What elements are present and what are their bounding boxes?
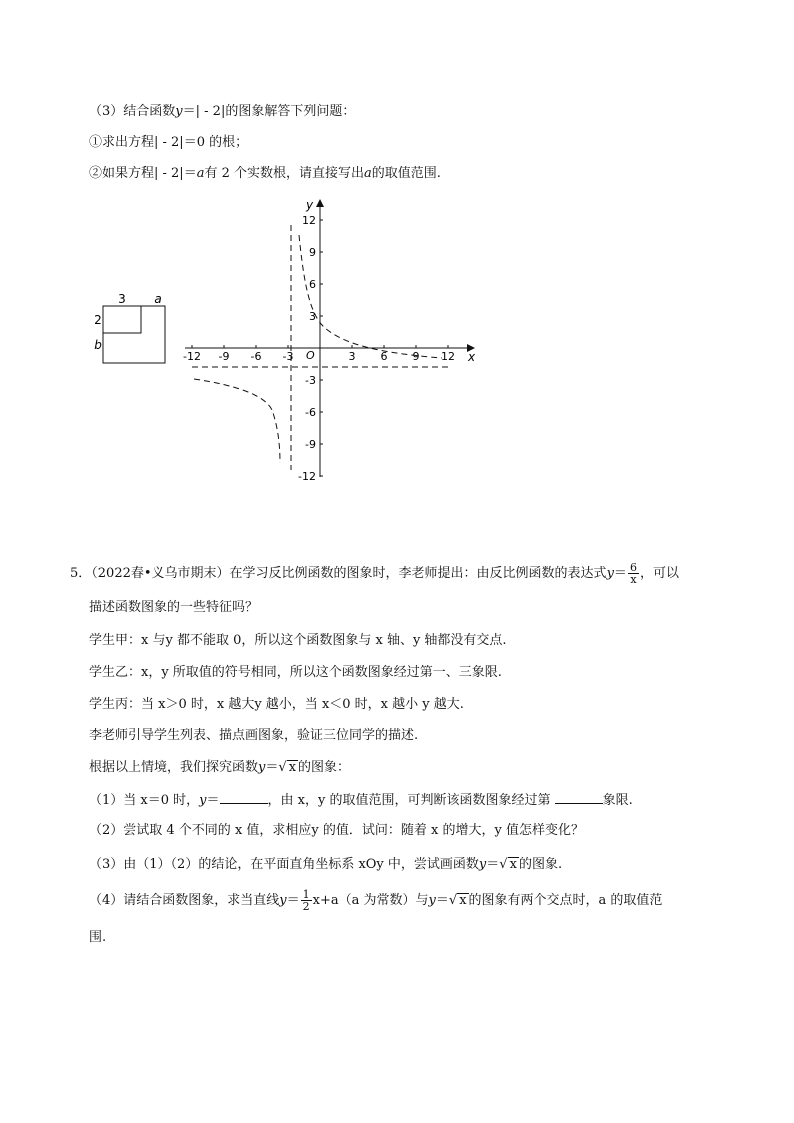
x-tick-label: -9 bbox=[218, 350, 230, 363]
y-tick-label: -9 bbox=[305, 438, 316, 451]
answer-blank-1[interactable] bbox=[220, 791, 268, 804]
p4-y: y bbox=[279, 893, 287, 908]
y-tick-label: 9 bbox=[309, 246, 316, 259]
sqrt-x-2: x bbox=[509, 857, 517, 872]
square-figure bbox=[88, 288, 173, 368]
curve-branch-left bbox=[194, 379, 280, 463]
y-tick-label: 6 bbox=[309, 278, 316, 291]
p3-y: y bbox=[478, 857, 487, 872]
var-a: a bbox=[196, 166, 205, 181]
q5-number: 5． bbox=[70, 566, 92, 581]
fraction-half bbox=[301, 889, 312, 912]
p3-eq: ＝ bbox=[486, 857, 500, 872]
x-tick-label: 3 bbox=[348, 350, 356, 363]
p1-y: y bbox=[199, 793, 207, 808]
part-1 bbox=[89, 791, 633, 810]
x-tick-label: -12 bbox=[183, 350, 201, 363]
explore-line: 根据以上情境，我们探究函数y＝√ x 的图象： bbox=[89, 760, 351, 775]
function-graph bbox=[180, 195, 480, 480]
student-bing: 学生丙：当 x＞0 时，x 越大y 越小，当 x＜0 时，x 越小 y 越大. bbox=[89, 697, 464, 712]
teacher-guide: 李老师引导学生列表、描点画图象，验证三位同学的描述. bbox=[89, 728, 419, 743]
p4-eq-2: ＝ bbox=[435, 893, 449, 908]
label-2: 2 bbox=[94, 313, 102, 327]
origin-label: O bbox=[306, 349, 315, 362]
q5-stem bbox=[70, 562, 679, 585]
student-yi: 学生乙：x，y 所取值的符号相同，所以这个函数图象经过第一、三象限. bbox=[89, 665, 502, 680]
part-3: （3）由（1）（2）的结论，在平面直角坐标系 xOy 中，尝试画函数y＝√ x 的图象. bbox=[89, 857, 563, 872]
q5-stem-a: 在学习反比例函数的图象时，李老师提出：由反比例函数的表达式 bbox=[229, 566, 607, 581]
sqrt-x: x bbox=[288, 760, 297, 775]
half-denominator: 2 bbox=[302, 900, 310, 913]
part-4: （4）请结合函数图象，求当直线y＝ $\frac{1}{2}$ x+a（a 为常数）与y＝√ x 的图象有两个交点时，a 的取值范 bbox=[89, 888, 663, 913]
intro-a: （3）结合函数 bbox=[89, 104, 176, 119]
p4-eq: ＝ bbox=[286, 893, 300, 908]
q5-stem-b: ，可以 bbox=[639, 566, 679, 581]
x-tick-label: 6 bbox=[380, 350, 388, 363]
x-tick-label: -6 bbox=[250, 350, 262, 363]
q5-var-y: y bbox=[606, 566, 614, 581]
y-tick-label: 12 bbox=[302, 214, 316, 227]
var-y: y bbox=[175, 104, 183, 119]
p1-eq: ＝ bbox=[206, 793, 220, 808]
label-a: a bbox=[154, 292, 162, 306]
student-jia: 学生甲：x 与y 都不能取 0，所以这个函数图象与 x 轴、y 轴都没有交点. bbox=[89, 633, 507, 648]
frac-numerator: 6 bbox=[629, 561, 637, 574]
q5-eq: ＝ bbox=[613, 566, 627, 581]
q4-sub2 bbox=[89, 165, 441, 183]
p1-b: ，由 x，y 的取值范围，可判断该函数图象经过第 bbox=[267, 793, 551, 808]
x-tick-label: 12 bbox=[441, 350, 455, 363]
q4-sub1: ①求出方程| - 2|＝0 的根； bbox=[89, 135, 249, 150]
inner-rect bbox=[103, 306, 141, 333]
part-4-cont: 围. bbox=[89, 930, 107, 945]
var-a-2: a bbox=[364, 166, 372, 181]
outer-square bbox=[103, 306, 165, 363]
q5-source: （2022春•义乌市期末） bbox=[91, 566, 230, 581]
half-numerator: 1 bbox=[302, 888, 310, 901]
fraction-6-over-x bbox=[628, 562, 639, 585]
label-3: 3 bbox=[118, 292, 126, 306]
x-tick-label: 9 bbox=[412, 350, 420, 363]
y-tick-label: 3 bbox=[309, 310, 316, 323]
explore-eq: ＝ bbox=[265, 760, 279, 775]
p4-y-2: y bbox=[428, 893, 436, 908]
y-tick-label: -3 bbox=[305, 374, 316, 387]
q5-stem2: 描述函数图象的一些特征吗？ bbox=[89, 600, 259, 615]
p3-a: （3）由（1）（2）的结论，在平面直角坐标系 xOy 中，尝试画函数 bbox=[89, 857, 479, 872]
y-axis-label: y bbox=[306, 198, 314, 212]
p1-a: （1）当 x＝0 时， bbox=[89, 793, 200, 808]
p1-c: 象限. bbox=[602, 793, 633, 808]
sub2-a: ②如果方程| - 2|＝ bbox=[89, 166, 197, 181]
x-axis-label: x bbox=[468, 350, 476, 364]
part-2: （2）尝试取 4 个不同的 x 值，求相应y 的值．试问：随着 x 的增大，y 值怎样变化？ bbox=[89, 823, 584, 838]
label-b: b bbox=[94, 338, 102, 352]
sub2-b: 有 2 个实数根，请直接写出 bbox=[204, 166, 365, 181]
sub2-c: 的取值范围. bbox=[371, 166, 441, 181]
explore-a: 根据以上情境，我们探究函数 bbox=[89, 760, 259, 775]
p4-c: 的图象有两个交点时，a 的取值范 bbox=[468, 893, 663, 908]
p4-a: （4）请结合函数图象，求当直线 bbox=[89, 893, 280, 908]
p3-b: 的图象. bbox=[518, 857, 563, 872]
y-tick-label: -12 bbox=[298, 470, 316, 480]
y-tick-label: -6 bbox=[305, 406, 316, 419]
explore-y: y bbox=[258, 760, 266, 775]
explore-b: 的图象： bbox=[298, 760, 351, 775]
answer-blank-2[interactable] bbox=[555, 791, 603, 804]
p4-b: x+a（a 为常数）与 bbox=[312, 893, 429, 908]
sqrt-x-3: x bbox=[459, 893, 467, 908]
intro-b: ＝| - 2|的图象解答下列问题： bbox=[182, 104, 356, 119]
frac-denominator: x bbox=[630, 573, 637, 586]
x-tick-label: -3 bbox=[282, 350, 294, 363]
q4-part3-intro bbox=[89, 103, 355, 121]
